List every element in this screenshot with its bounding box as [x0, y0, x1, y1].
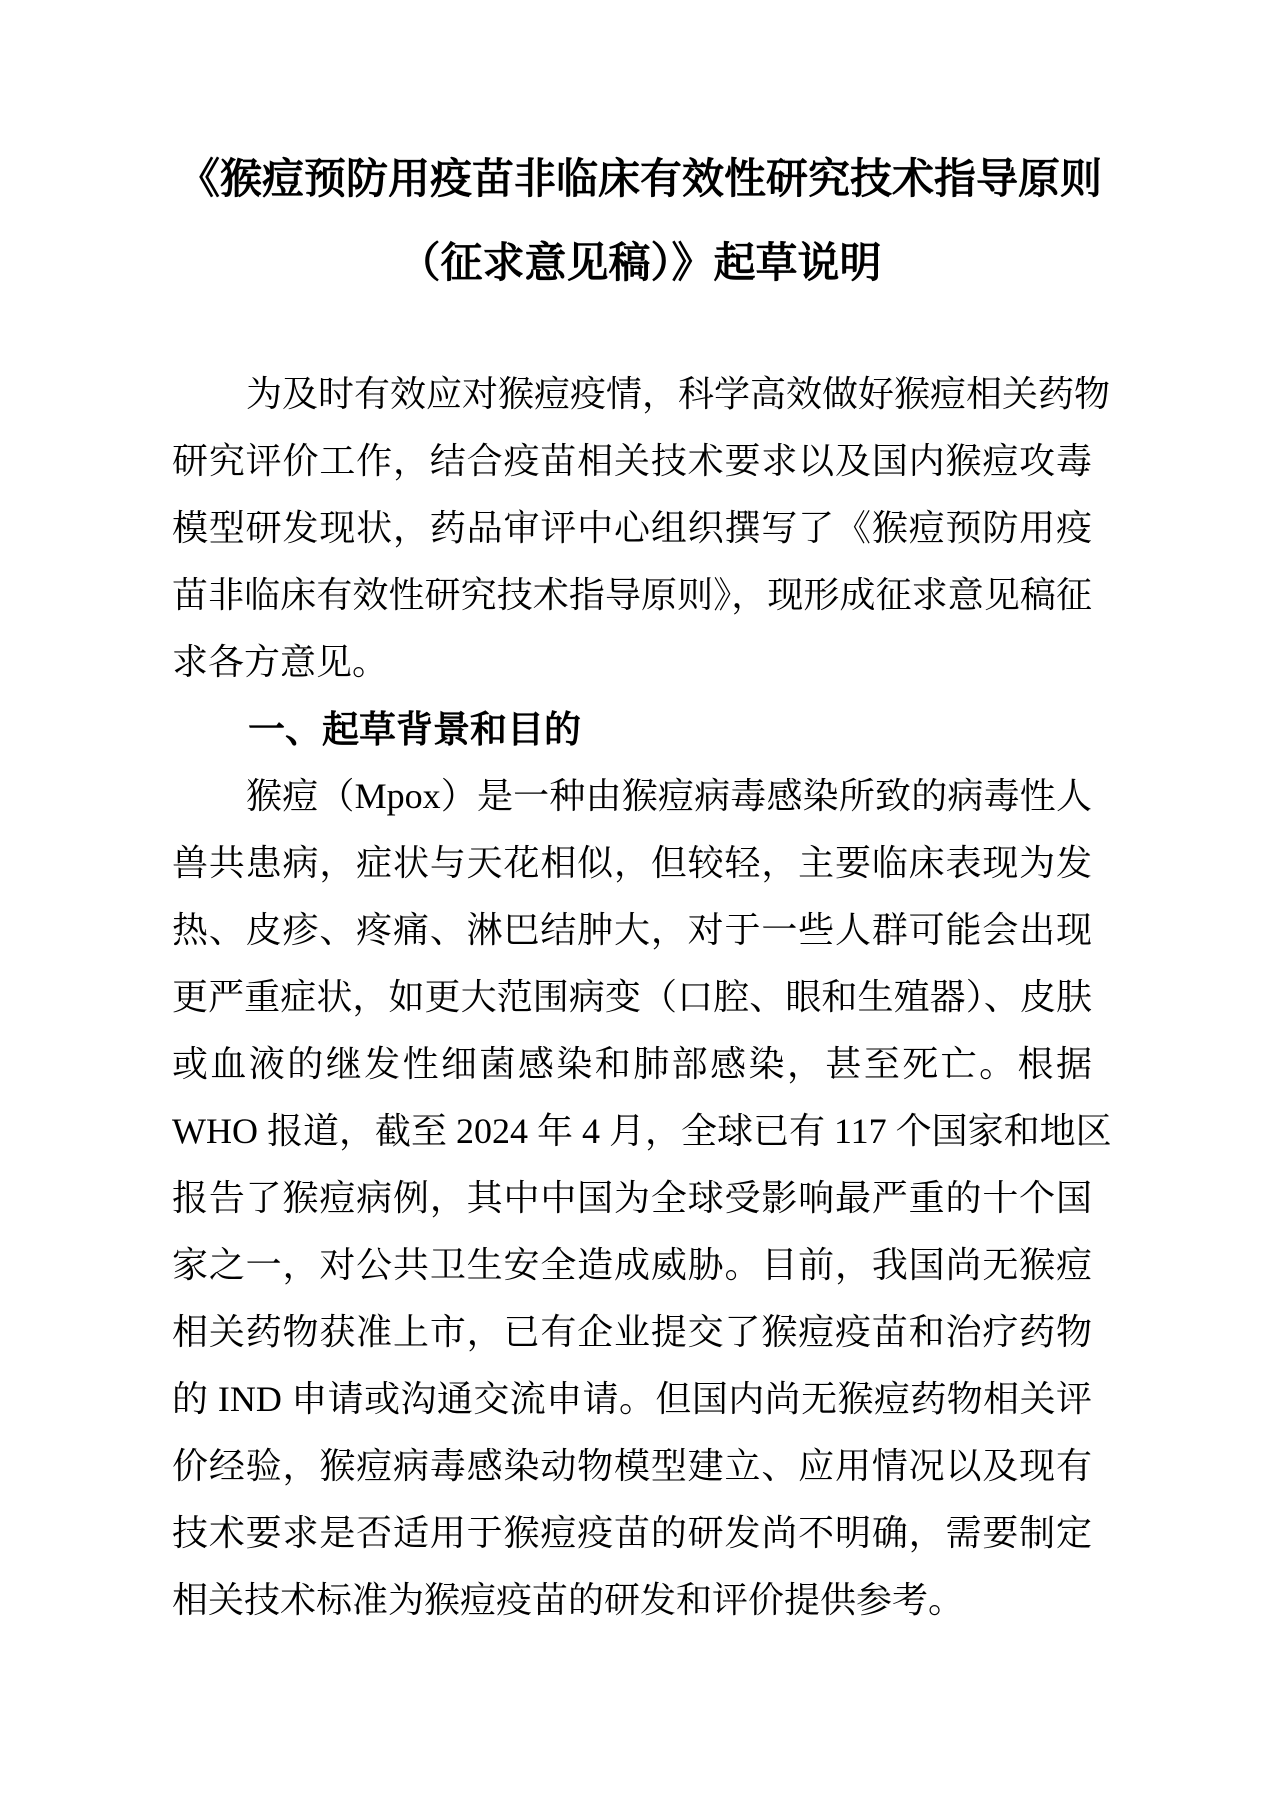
text-line: 相关药物获准上市，已有企业提交了猴痘疫苗和治疗药物: [172, 1312, 1092, 1352]
intro-paragraph: [172, 361, 1111, 696]
section1-paragraph: [172, 763, 1112, 1634]
text-line: 热、皮疹、疼痛、淋巴结肿大，对于一些人群可能会出现: [172, 910, 1092, 950]
text-line: 或血液的继发性细菌感染和肺部感染，甚至死亡。根据: [172, 1044, 1092, 1084]
text-line: 价经验，猴痘病毒感染动物模型建立、应用情况以及现有: [172, 1446, 1092, 1486]
text-line: 家之一，对公共卫生安全造成威胁。目前，我国尚无猴痘: [172, 1245, 1092, 1285]
section-heading-background-and-purpose: 一、起草背景和目的: [248, 709, 581, 750]
title-line-2: （征求意见稿）》起草说明: [398, 241, 882, 287]
text-line: 技术要求是否适用于猴痘疫苗的研发尚不明确，需要制定: [172, 1513, 1092, 1553]
text-line: 猴痘（Mpox）是一种由猴痘病毒感染所致的病毒性人: [246, 776, 1092, 816]
text-line: 兽共患病，症状与天花相似，但较轻，主要临床表现为发: [172, 843, 1092, 883]
text-line: 的 IND 申请或沟通交流申请。但国内尚无猴痘药物相关评: [172, 1379, 1092, 1419]
text-line: 报告了猴痘病例，其中中国为全球受影响最严重的十个国: [172, 1178, 1092, 1218]
text-line: 模型研发现状，药品审评中心组织撰写了《猴痘预防用疫: [172, 508, 1092, 548]
text-line: 求各方意见。: [172, 642, 389, 682]
document-body: [172, 361, 1112, 1634]
text-line: 苗非临床有效性研究技术指导原则》，现形成征求意见稿征: [172, 575, 1092, 615]
document-title: [0, 0, 1280, 306]
title-line-1: 《猴痘预防用疫苗非临床有效性研究技术指导原则: [177, 157, 1102, 203]
text-line: 为及时有效应对猴痘疫情，科学高效做好猴痘相关药物: [246, 374, 1111, 414]
text-line: 更严重症状，如更大范围病变（口腔、眼和生殖器）、皮肤: [172, 977, 1092, 1017]
text-line: 相关技术标准为猴痘疫苗的研发和评价提供参考。: [172, 1580, 965, 1620]
text-line: WHO 报道，截至 2024 年 4 月，全球已有 117 个国家和地区: [172, 1111, 1112, 1151]
text-line: 研究评价工作，结合疫苗相关技术要求以及国内猴痘攻毒: [172, 441, 1092, 481]
